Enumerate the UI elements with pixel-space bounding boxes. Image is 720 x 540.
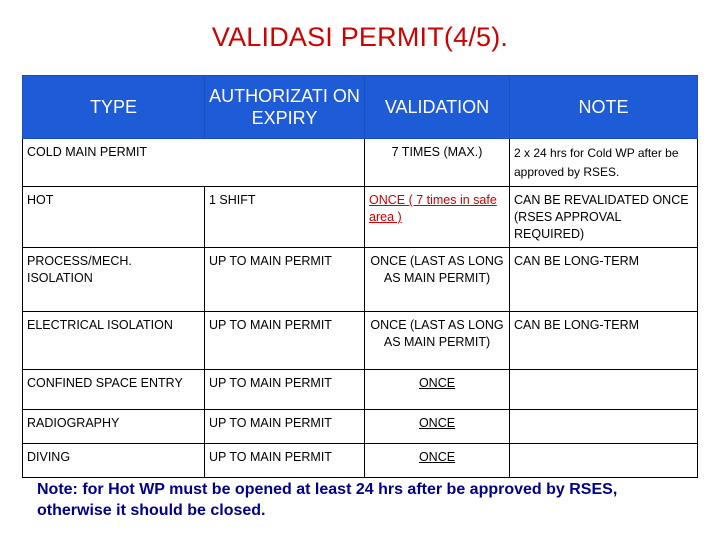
table-row [23, 139, 698, 187]
page-title: VALIDASI PERMIT(4/5). [211, 22, 509, 52]
cell-expiry: 1 SHIFT [205, 187, 365, 248]
cell-note: 2 x 24 hrs for Cold WP after be approved by RSES. [510, 139, 698, 187]
cell-expiry: UP TO MAIN PERMIT [205, 370, 365, 410]
validation-link[interactable]: ONCE [418, 416, 456, 430]
cell-type-text: COLD MAIN PERMIT [27, 145, 148, 159]
cell-note [510, 410, 698, 444]
validation-link[interactable]: ONCE [418, 376, 456, 390]
header-type: TYPE [23, 76, 205, 139]
cell-validation: 7 TIMES (MAX.) [365, 139, 510, 187]
header-validation: VALIDATION [365, 76, 510, 139]
cell-validation[interactable] [365, 370, 510, 410]
validation-link[interactable]: ONCE ( 7 times in safe area ) [369, 193, 497, 224]
table-row [23, 410, 698, 444]
cell-validation[interactable] [365, 187, 510, 248]
cell-expiry: UP TO MAIN PERMIT [205, 312, 365, 370]
table-row [23, 187, 698, 248]
cell-type: RADIOGRAPHY [23, 410, 205, 444]
footnote: Note: for Hot WP must be opened at least 24 hrs after be approved by RSES, otherwise it should be closed. [37, 481, 618, 519]
cell-type: HOT [23, 187, 205, 248]
header-note: NOTE [510, 76, 698, 139]
cell-type [23, 139, 365, 187]
cell-type: ELECTRICAL ISOLATION [23, 312, 205, 370]
cell-note [510, 444, 698, 478]
cell-note [510, 370, 698, 410]
header-authorization-expiry: AUTHORIZATI ON EXPIRY [205, 76, 365, 139]
validation-link[interactable]: ONCE [418, 450, 456, 464]
table-header-row [23, 76, 698, 139]
cell-type: DIVING [23, 444, 205, 478]
cell-type: PROCESS/MECH. ISOLATION [23, 248, 205, 312]
cell-note: CAN BE REVALIDATED ONCE (RSES APPROVAL REQUIRED) [510, 187, 698, 248]
cell-expiry: UP TO MAIN PERMIT [205, 444, 365, 478]
table-row [23, 248, 698, 312]
cell-validation[interactable] [365, 444, 510, 478]
cell-validation: ONCE (LAST AS LONG AS MAIN PERMIT) [365, 248, 510, 312]
cell-expiry: UP TO MAIN PERMIT [205, 248, 365, 312]
table-row [23, 444, 698, 478]
cell-expiry: UP TO MAIN PERMIT [205, 410, 365, 444]
table-row [23, 370, 698, 410]
cell-validation: ONCE (LAST AS LONG AS MAIN PERMIT) [365, 312, 510, 370]
cell-type: CONFINED SPACE ENTRY [23, 370, 205, 410]
table-row [23, 312, 698, 370]
permit-validation-table [22, 75, 698, 478]
cell-validation[interactable] [365, 410, 510, 444]
cell-note: CAN BE LONG-TERM [510, 312, 698, 370]
cell-note: CAN BE LONG-TERM [510, 248, 698, 312]
